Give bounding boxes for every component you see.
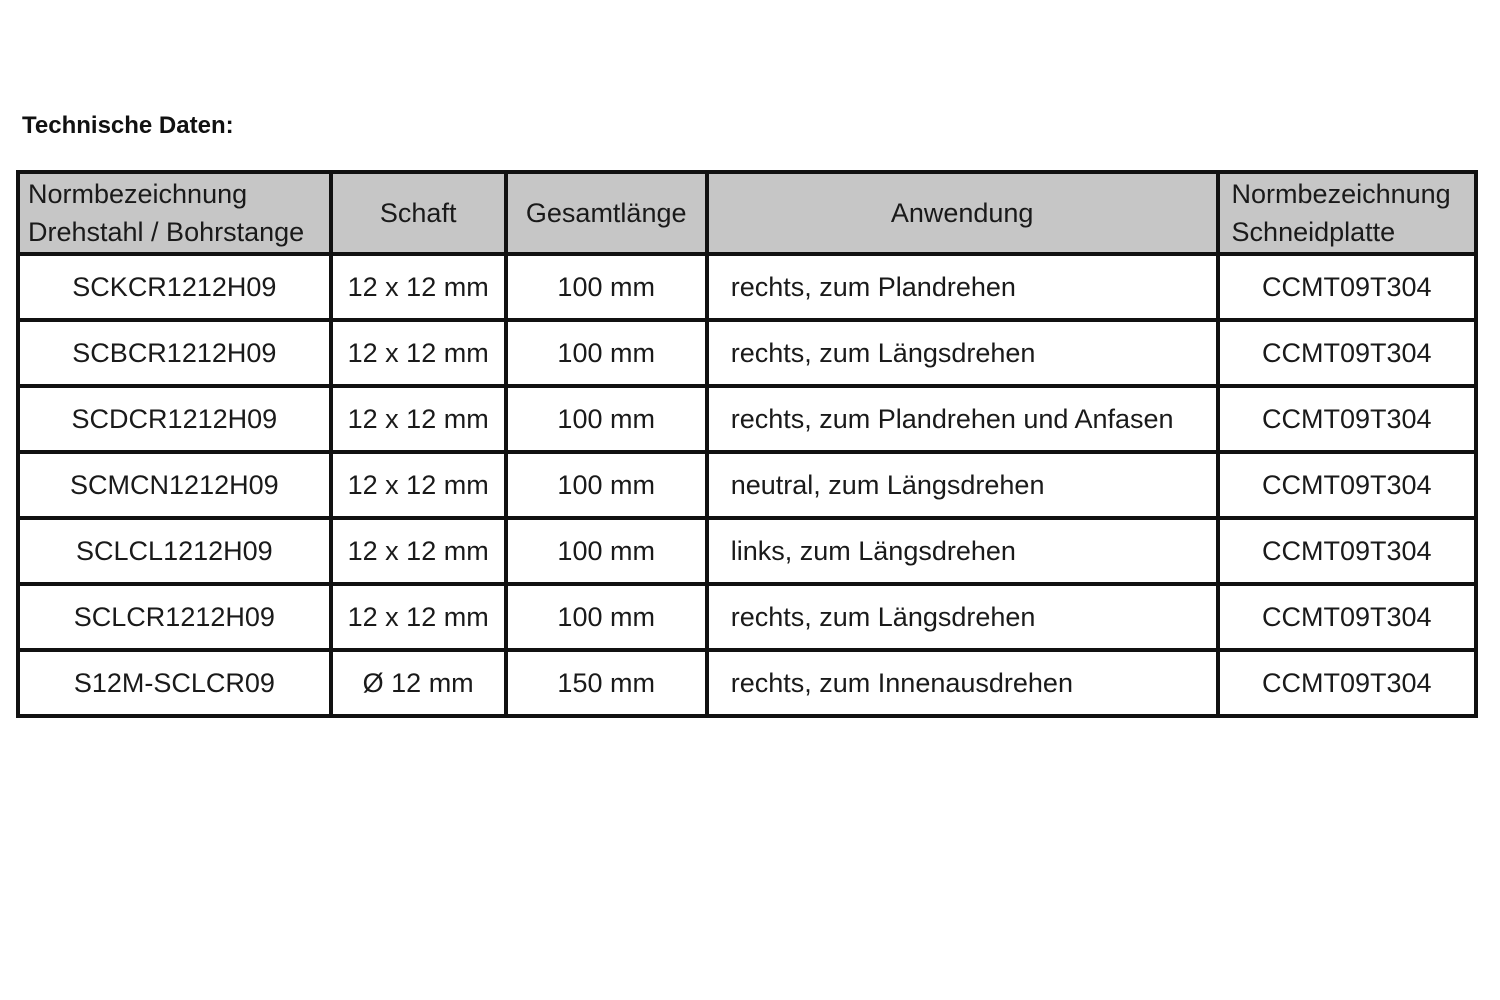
technical-data-table: [16, 170, 1478, 718]
cell-application: rechts, zum Plandrehen und Anfasen: [707, 386, 1218, 452]
cell-application: rechts, zum Innenausdrehen: [707, 650, 1218, 716]
page-heading: Technische Daten:: [22, 112, 234, 139]
cell-length: 100 mm: [506, 386, 707, 452]
cell-shank: 12 x 12 mm: [331, 584, 506, 650]
table-body: [18, 254, 1476, 716]
table-row: [18, 452, 1476, 518]
cell-insert: CCMT09T304: [1218, 386, 1476, 452]
cell-application: neutral, zum Längsdrehen: [707, 452, 1218, 518]
table-row: [18, 386, 1476, 452]
cell-designation: SCLCL1212H09: [18, 518, 331, 584]
cell-designation: SCBCR1212H09: [18, 320, 331, 386]
table-row: [18, 518, 1476, 584]
cell-designation: SCKCR1212H09: [18, 254, 331, 320]
cell-application: rechts, zum Plandrehen: [707, 254, 1218, 320]
cell-length: 150 mm: [506, 650, 707, 716]
header-length: Gesamtlänge: [506, 172, 707, 254]
cell-insert: CCMT09T304: [1218, 452, 1476, 518]
header-insert-line1: Normbezeichnung: [1231, 179, 1451, 209]
table-row: [18, 584, 1476, 650]
cell-designation: SCDCR1212H09: [18, 386, 331, 452]
cell-designation: SCLCR1212H09: [18, 584, 331, 650]
cell-shank: Ø 12 mm: [331, 650, 506, 716]
header-row: [18, 172, 1476, 254]
cell-application: links, zum Längsdrehen: [707, 518, 1218, 584]
cell-shank: 12 x 12 mm: [331, 320, 506, 386]
cell-length: 100 mm: [506, 452, 707, 518]
cell-shank: 12 x 12 mm: [331, 452, 506, 518]
cell-insert: CCMT09T304: [1218, 584, 1476, 650]
header-insert: [1218, 172, 1476, 254]
cell-length: 100 mm: [506, 518, 707, 584]
table-header: [18, 172, 1476, 254]
cell-insert: CCMT09T304: [1218, 650, 1476, 716]
table-row: [18, 650, 1476, 716]
cell-application: rechts, zum Längsdrehen: [707, 584, 1218, 650]
header-designation-line1: Normbezeichnung: [28, 179, 248, 209]
cell-insert: CCMT09T304: [1218, 320, 1476, 386]
header-application: Anwendung: [707, 172, 1218, 254]
cell-length: 100 mm: [506, 254, 707, 320]
cell-shank: 12 x 12 mm: [331, 386, 506, 452]
cell-insert: CCMT09T304: [1218, 518, 1476, 584]
cell-length: 100 mm: [506, 320, 707, 386]
cell-shank: 12 x 12 mm: [331, 518, 506, 584]
cell-designation: SCMCN1212H09: [18, 452, 331, 518]
cell-length: 100 mm: [506, 584, 707, 650]
header-designation-line2: Drehstahl / Bohrstange: [28, 217, 305, 247]
header-insert-line2: Schneidplatte: [1231, 217, 1396, 247]
cell-designation: S12M-SCLCR09: [18, 650, 331, 716]
header-designation: [18, 172, 331, 254]
header-shank: Schaft: [331, 172, 506, 254]
cell-shank: 12 x 12 mm: [331, 254, 506, 320]
table-row: [18, 320, 1476, 386]
cell-application: rechts, zum Längsdrehen: [707, 320, 1218, 386]
table-row: [18, 254, 1476, 320]
cell-insert: CCMT09T304: [1218, 254, 1476, 320]
